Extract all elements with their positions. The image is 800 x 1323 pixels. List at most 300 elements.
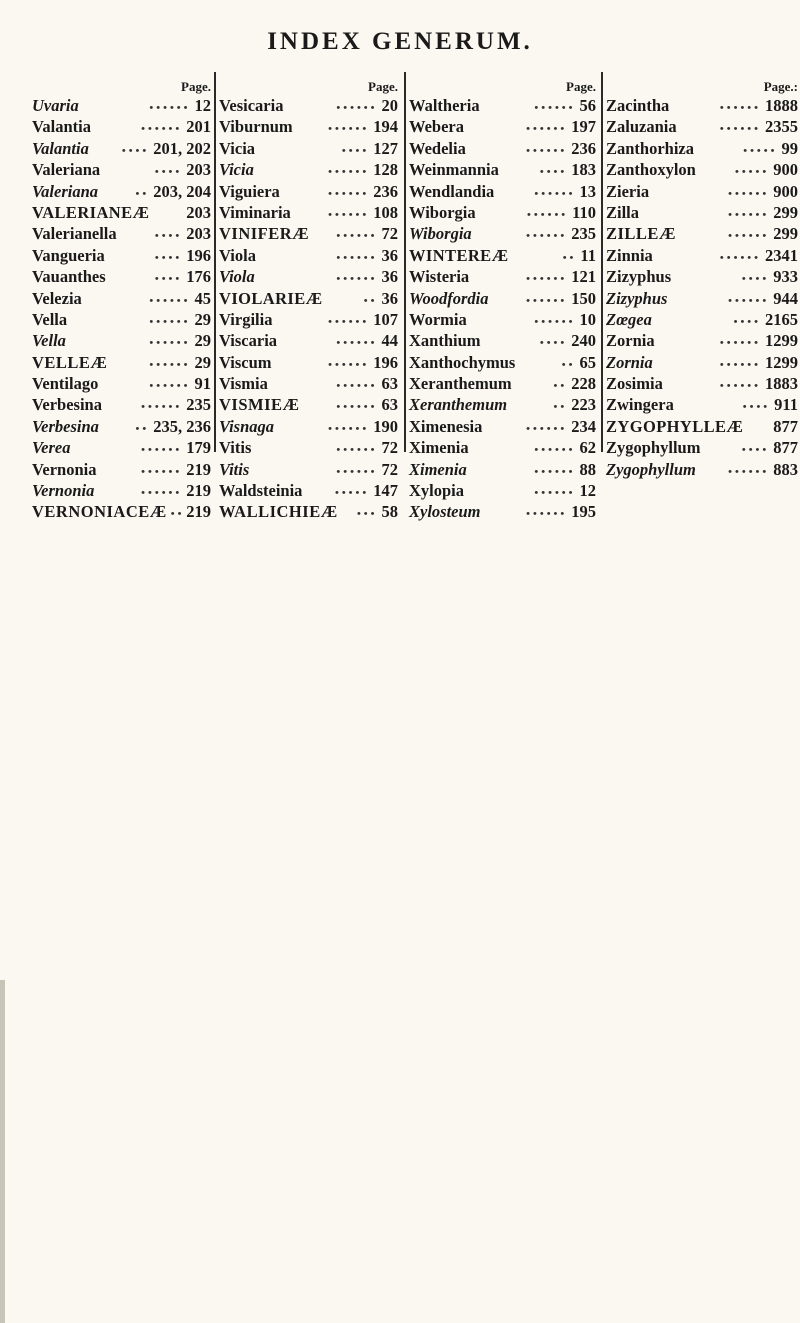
- page-number: 2355: [765, 117, 798, 137]
- index-entry: [219, 116, 400, 137]
- leader-dots: ••: [363, 294, 378, 307]
- index-entry: [32, 202, 213, 223]
- page-number: 63: [381, 374, 398, 394]
- genus-name: WINTEREÆ: [409, 245, 509, 265]
- genus-name: Viscum: [219, 352, 272, 372]
- page-number: 196: [186, 245, 211, 265]
- genus-name: VELLEÆ: [32, 352, 108, 372]
- leader-dots: •••••: [334, 487, 370, 500]
- genus-name: VINIFERÆ: [219, 224, 310, 244]
- page-number: 203: [186, 160, 211, 180]
- index-entry: [409, 245, 598, 266]
- index-entry: [409, 116, 598, 137]
- page-number: 183: [571, 160, 596, 180]
- genus-name: Vauanthes: [32, 267, 106, 287]
- index-entry: [32, 459, 213, 480]
- page-number: 44: [381, 331, 398, 351]
- genus-name: Xylosteum: [409, 502, 481, 522]
- page-number: 203: [186, 224, 211, 244]
- genus-name: Viscaria: [219, 331, 278, 351]
- page-number: 235, 236: [153, 416, 211, 436]
- page-number: 99: [781, 138, 798, 158]
- index-entry: [409, 309, 598, 330]
- genus-name: Xeranthemum: [409, 374, 512, 394]
- index-entry: [606, 373, 800, 394]
- index-entry: [219, 159, 400, 180]
- leader-dots: ••••••: [149, 358, 191, 371]
- genus-name: Zinnia: [606, 245, 653, 265]
- index-entry: [606, 223, 800, 244]
- page-number: 201: [186, 117, 211, 137]
- page-number: 29: [194, 352, 211, 372]
- leader-dots: ••••••: [141, 123, 183, 136]
- genus-name: Woodfordia: [409, 288, 489, 308]
- page-number: 150: [571, 288, 596, 308]
- leader-dots: ••: [553, 380, 568, 393]
- page-number: 72: [381, 438, 398, 458]
- index-entry: [32, 266, 213, 287]
- page-number: 195: [571, 502, 596, 522]
- index-entry: [219, 416, 400, 437]
- scan-edge-shadow: [0, 980, 5, 1323]
- page-number: 900: [773, 181, 798, 201]
- leader-dots: •••: [356, 508, 378, 521]
- leader-dots: •••••: [743, 144, 778, 157]
- leader-dots: ••: [562, 251, 577, 264]
- page-number: 203, 204: [153, 181, 211, 201]
- page-number: 88: [579, 459, 596, 479]
- genus-name: Zacintha: [606, 96, 670, 115]
- index-entry: [409, 223, 598, 244]
- column-header: Page.: [368, 79, 398, 94]
- index-entry: [32, 95, 213, 116]
- genus-name: Zygophyllum: [606, 438, 701, 458]
- genus-name: Zornia: [606, 331, 655, 351]
- genus-name: Wormia: [409, 309, 467, 329]
- genus-name: WALLICHIEÆ: [219, 502, 338, 522]
- genus-name: Zornia: [606, 352, 653, 372]
- index-entry: [32, 480, 213, 501]
- page-number: 299: [773, 202, 798, 222]
- page-number: 36: [381, 267, 398, 287]
- leader-dots: ••••: [539, 166, 568, 179]
- index-entry: [32, 330, 213, 351]
- index-entry: [606, 202, 800, 223]
- column-header: Page.: [181, 79, 211, 94]
- leader-dots: ••••••: [149, 380, 191, 393]
- page-number: 12: [194, 96, 211, 115]
- index-entry: [409, 437, 598, 458]
- leader-dots: ••••••: [149, 337, 191, 350]
- leader-dots: ••••••: [526, 230, 568, 243]
- genus-name: Verea: [32, 438, 71, 458]
- column-header: Page.:: [763, 79, 798, 94]
- leader-dots: ••••••: [719, 251, 761, 264]
- leader-dots: •••••: [734, 166, 770, 179]
- index-entry: [32, 116, 213, 137]
- genus-name: VALERIANEÆ: [32, 202, 150, 222]
- index-entry: [32, 437, 213, 458]
- index-entry: [606, 95, 800, 116]
- genus-name: Weinmannia: [409, 160, 499, 180]
- genus-name: Zosimia: [606, 374, 663, 394]
- index-entry: [219, 245, 400, 266]
- leader-dots: ••••: [154, 230, 183, 243]
- page-number: 236: [373, 181, 398, 201]
- leader-dots: ••••••: [527, 208, 569, 221]
- genus-name: Ventilago: [32, 374, 99, 394]
- index-entry: [409, 95, 598, 116]
- leader-dots: ••••••: [526, 294, 568, 307]
- page-number: 235: [571, 224, 596, 244]
- index-entry: [606, 288, 800, 309]
- genus-name: Zieria: [606, 181, 650, 201]
- leader-dots: ••••••: [328, 358, 370, 371]
- page-number: 179: [186, 438, 211, 458]
- page-number: 196: [373, 352, 398, 372]
- leader-dots: ••••: [539, 337, 568, 350]
- index-entry: [606, 437, 800, 458]
- page-number: 219: [186, 459, 211, 479]
- genus-name: Zanthoxylon: [606, 160, 696, 180]
- index-entry: [219, 288, 400, 309]
- leader-dots: ••••••: [336, 465, 378, 478]
- genus-name: Zœgea: [606, 309, 652, 329]
- page-number: 877: [773, 416, 798, 436]
- genus-name: Wendlandia: [409, 181, 495, 201]
- page-number: 108: [373, 202, 398, 222]
- page-number: 933: [773, 267, 798, 287]
- leader-dots: ••••••: [328, 315, 370, 328]
- leader-dots: ••••••: [141, 465, 183, 478]
- leader-dots: ••••: [121, 144, 150, 157]
- page-number: 883: [773, 459, 798, 479]
- leader-dots: ••: [135, 187, 150, 200]
- genus-name: Virgilia: [219, 309, 273, 329]
- page-number: 45: [194, 288, 211, 308]
- leader-dots: ••••: [742, 401, 771, 414]
- index-entry: [32, 138, 213, 159]
- index-entry: [409, 501, 598, 522]
- genus-name: Ximenia: [409, 459, 467, 479]
- leader-dots: ••••: [741, 444, 770, 457]
- index-entry: [606, 266, 800, 287]
- page-number: 12: [579, 481, 596, 501]
- page-number: 223: [571, 395, 596, 415]
- genus-name: Valantia: [32, 138, 89, 158]
- leader-dots: ••: [553, 401, 568, 414]
- leader-dots: ••••••: [336, 401, 378, 414]
- index-entry: [219, 437, 400, 458]
- leader-dots: ••••: [154, 166, 183, 179]
- genus-name: Vella: [32, 331, 66, 351]
- leader-dots: ••••••: [328, 208, 370, 221]
- genus-name: Zygophyllum: [606, 459, 696, 479]
- index-entry: [409, 373, 598, 394]
- index-entry: [606, 116, 800, 137]
- genus-name: Zilla: [606, 202, 640, 222]
- leader-dots: ••••••: [728, 230, 770, 243]
- leader-dots: ••: [561, 358, 576, 371]
- leader-dots: ••••••: [728, 465, 770, 478]
- index-entry: [606, 352, 800, 373]
- genus-name: Valantia: [32, 117, 91, 137]
- page-number: 1299: [765, 331, 798, 351]
- index-entry: [409, 352, 598, 373]
- page-number: 190: [373, 416, 398, 436]
- genus-name: Zizyphus: [606, 288, 668, 308]
- genus-name: Velezia: [32, 288, 82, 308]
- page-number: 121: [571, 267, 596, 287]
- index-entry: [219, 373, 400, 394]
- genus-name: Vernonia: [32, 459, 97, 479]
- index-entry: [606, 159, 800, 180]
- leader-dots: ••••••: [719, 123, 761, 136]
- genus-name: Vicia: [219, 160, 254, 180]
- leader-dots: ••••••: [534, 487, 576, 500]
- index-entry: [219, 138, 400, 159]
- page-number: 36: [381, 288, 398, 308]
- leader-dots: ••••••: [149, 102, 191, 114]
- index-entry: [219, 181, 400, 202]
- genus-name: Verbesina: [32, 395, 102, 415]
- page-number: 62: [579, 438, 596, 458]
- index-entry: [409, 159, 598, 180]
- index-entry: [32, 309, 213, 330]
- leader-dots: ••••: [741, 273, 770, 286]
- leader-dots: ••••••: [534, 444, 576, 457]
- index-entry: [409, 202, 598, 223]
- genus-name: Ximenia: [409, 438, 469, 458]
- index-entry: [409, 266, 598, 287]
- leader-dots: ••••••: [141, 487, 183, 500]
- index-entry: [409, 288, 598, 309]
- index-entry: [409, 459, 598, 480]
- page-number: 128: [373, 160, 398, 180]
- page-number: 13: [579, 181, 596, 201]
- leader-dots: ••••••: [526, 123, 568, 136]
- index-entry: [219, 459, 400, 480]
- genus-name: Xanthochymus: [409, 352, 516, 372]
- index-entry: [606, 138, 800, 159]
- genus-name: Vernonia: [32, 481, 95, 501]
- genus-name: Valeriana: [32, 181, 99, 201]
- index-entry: [32, 181, 213, 202]
- leader-dots: ••••••: [328, 422, 370, 435]
- page-number: 203: [186, 202, 211, 222]
- genus-name: Ximenesia: [409, 416, 483, 436]
- page-number: 110: [572, 202, 596, 222]
- genus-name: Uvaria: [32, 96, 79, 115]
- index-entry: [219, 352, 400, 373]
- index-entry: [32, 245, 213, 266]
- genus-name: Viola: [219, 267, 255, 287]
- leader-dots: ••••••: [328, 187, 370, 200]
- page-number: 127: [373, 138, 398, 158]
- column-header: Page.: [566, 79, 596, 94]
- page-number: 2165: [765, 309, 798, 329]
- page-number: 20: [381, 96, 398, 115]
- page-number: 11: [580, 245, 596, 265]
- genus-name: Valeriana: [32, 160, 101, 180]
- index-entry: [219, 223, 400, 244]
- page-number: 10: [579, 309, 596, 329]
- page-number: 29: [194, 309, 211, 329]
- page-number: 58: [381, 502, 398, 522]
- page-number: 176: [186, 267, 211, 287]
- leader-dots: ••: [170, 508, 185, 521]
- index-entry: [32, 223, 213, 244]
- page-number: 72: [381, 459, 398, 479]
- index-entry: [606, 394, 800, 415]
- leader-dots: ••••••: [526, 273, 568, 286]
- index-entry: [32, 159, 213, 180]
- leader-dots: ••••••: [336, 337, 378, 350]
- leader-dots: ••••••: [728, 294, 770, 307]
- page-number: 63: [381, 395, 398, 415]
- genus-name: Wedelia: [409, 138, 466, 158]
- leader-dots: ••••••: [728, 208, 770, 221]
- genus-name: Xeranthemum: [409, 395, 508, 415]
- leader-dots: ••••••: [534, 187, 576, 200]
- leader-dots: ••••••: [719, 102, 761, 114]
- genus-name: VISMIEÆ: [219, 395, 300, 415]
- index-entry: [219, 480, 400, 501]
- leader-dots: ••••••: [728, 187, 770, 200]
- leader-dots: ••••••: [534, 102, 576, 114]
- genus-name: Valerianella: [32, 224, 117, 244]
- page-number: 1888: [765, 96, 798, 115]
- page-number: 235: [186, 395, 211, 415]
- genus-name: Vella: [32, 309, 68, 329]
- page-number: 1883: [765, 374, 798, 394]
- index-column-4: [606, 78, 800, 479]
- page-title: INDEX GENERUM.: [267, 28, 533, 55]
- genus-name: Wiborgia: [409, 224, 472, 244]
- leader-dots: ••••••: [336, 230, 378, 243]
- page-number: 944: [773, 288, 798, 308]
- index-entry: [32, 394, 213, 415]
- genus-name: Zaluzania: [606, 117, 677, 137]
- index-entry: [606, 309, 800, 330]
- leader-dots: ••••••: [336, 102, 378, 114]
- index-entry: [409, 416, 598, 437]
- page-number: 2341: [765, 245, 798, 265]
- index-entry: [32, 288, 213, 309]
- genus-name: Xanthium: [409, 331, 481, 351]
- page-number: 911: [774, 395, 798, 415]
- page-number: 219: [186, 502, 211, 522]
- leader-dots: ••••••: [328, 166, 370, 179]
- index-entry: [219, 394, 400, 415]
- index-entry: [606, 459, 800, 480]
- index-entry: [409, 181, 598, 202]
- page-number: 29: [194, 331, 211, 351]
- page-number: 72: [381, 224, 398, 244]
- genus-name: Zizyphus: [606, 267, 672, 287]
- index-entry: [32, 416, 213, 437]
- genus-name: Vitis: [219, 438, 252, 458]
- genus-name: Zanthorhiza: [606, 138, 695, 158]
- genus-name: Webera: [409, 117, 464, 137]
- genus-name: Viminaria: [219, 202, 291, 222]
- genus-name: Waltheria: [409, 96, 480, 115]
- index-entry: [219, 309, 400, 330]
- leader-dots: ••••••: [149, 294, 191, 307]
- index-entry: [606, 330, 800, 351]
- leader-dots: ••••••: [526, 422, 568, 435]
- genus-name: Viola: [219, 245, 256, 265]
- genus-name: Xylopia: [409, 481, 465, 501]
- page-number: 56: [579, 96, 596, 115]
- index-entry: [219, 266, 400, 287]
- index-entry: [32, 501, 213, 522]
- genus-name: Zwingera: [606, 395, 674, 415]
- index-entry: [409, 394, 598, 415]
- index-entry: [219, 501, 400, 522]
- leader-dots: ••••: [341, 144, 370, 157]
- genus-name: Wisteria: [409, 267, 470, 287]
- index-entry: [32, 373, 213, 394]
- index-entry: [606, 181, 800, 202]
- page-number: 234: [571, 416, 596, 436]
- leader-dots: ••••: [154, 251, 183, 264]
- leader-dots: ••••: [154, 273, 183, 286]
- leader-dots: ••••••: [526, 508, 568, 521]
- leader-dots: ••••••: [336, 444, 378, 457]
- index-entry: [409, 330, 598, 351]
- leader-dots: ••••••: [526, 144, 568, 157]
- leader-dots: ••••••: [534, 465, 576, 478]
- index-entry: [219, 330, 400, 351]
- index-entry: [409, 480, 598, 501]
- index-entry: [219, 202, 400, 223]
- leader-dots: ••••••: [336, 380, 378, 393]
- page-number: 147: [373, 481, 398, 501]
- leader-dots: ••••: [733, 315, 761, 328]
- index-column-3: [409, 78, 598, 522]
- leader-dots: ••••••: [534, 315, 576, 328]
- index-column-1: [32, 78, 213, 522]
- index-entry: [219, 95, 400, 116]
- genus-name: ZYGOPHYLLEÆ: [606, 416, 744, 436]
- page-number: 900: [773, 160, 798, 180]
- genus-name: Verbesina: [32, 416, 99, 436]
- index-entry: [606, 245, 800, 266]
- genus-name: Vismia: [219, 374, 268, 394]
- page-number: 299: [773, 224, 798, 244]
- page-number: 197: [571, 117, 596, 137]
- leader-dots: ••: [135, 422, 150, 435]
- genus-name: Vesicaria: [219, 96, 284, 115]
- leader-dots: ••••••: [141, 444, 183, 457]
- genus-name: Visnaga: [219, 416, 275, 436]
- page-number: 240: [571, 331, 596, 351]
- page-number: 228: [571, 374, 596, 394]
- genus-name: VIOLARIEÆ: [219, 288, 323, 308]
- genus-name: Vitis: [219, 459, 250, 479]
- genus-name: Viguiera: [219, 181, 280, 201]
- genus-name: Vangueria: [32, 245, 105, 265]
- page-number: 201, 202: [153, 138, 211, 158]
- page-number: 36: [381, 245, 398, 265]
- genus-name: Viburnum: [219, 117, 293, 137]
- genus-name: Wiborgia: [409, 202, 476, 222]
- leader-dots: ••••••: [141, 401, 183, 414]
- index-columns: [32, 78, 800, 522]
- page-number: 236: [571, 138, 596, 158]
- page-number: 877: [773, 438, 798, 458]
